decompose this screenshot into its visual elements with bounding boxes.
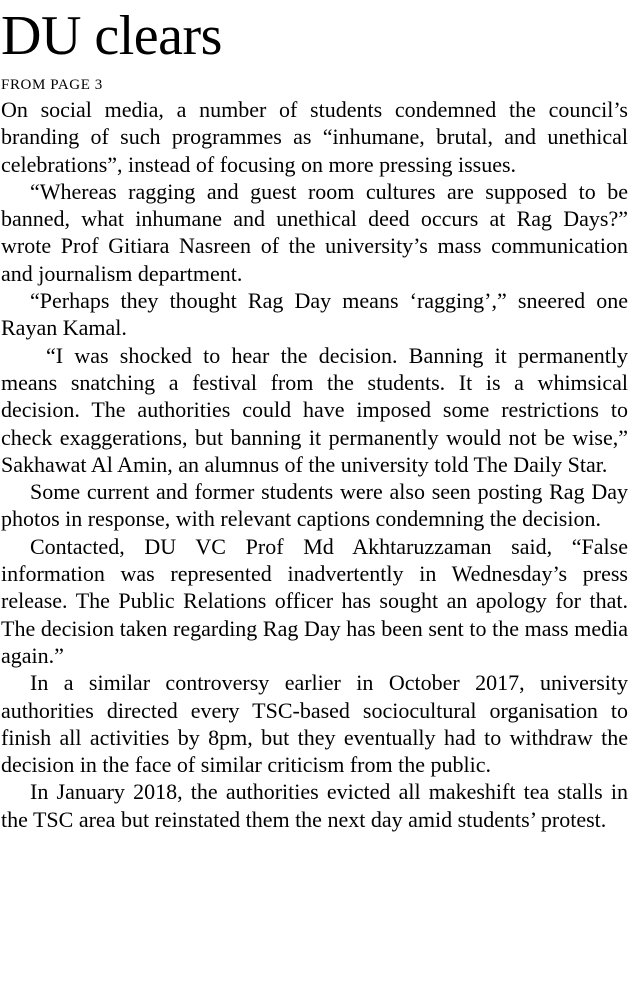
continued-from-label: FROM PAGE 3 xyxy=(1,77,103,93)
paragraph: Contacted, DU VC Prof Md Akhtaruzzaman said, “False information was represented inadvertently in Wednesday’s press release. The Public Relations officer has sought an apology for that. The decision taken regarding Rag Day has been sent to the mass media again.” xyxy=(1,533,628,668)
article-body xyxy=(1,96,628,833)
paragraph: “Whereas ragging and guest room cultures are supposed to be banned, what inhumane and unethical deed occurs at Rag Days?” wrote Prof Gitiara Nasreen of the university’s mass communication and journalism department. xyxy=(1,178,628,286)
headline: DU clears xyxy=(1,5,222,67)
paragraph: “Perhaps they thought Rag Day means ‘ragging’,” sneered one Rayan Kamal. xyxy=(1,288,628,341)
paragraph: “I was shocked to hear the decision. Banning it permanently means snatching a festival from the students. It is a whimsical decision. The authorities could have imposed some restrictions to check exaggerations, but banning it permanently would not be wise,” Sakhawat Al Amin, an alumnus of the university told The Daily Star. xyxy=(1,342,628,477)
article-page xyxy=(0,6,629,985)
paragraph: Some current and former students were also seen posting Rag Day photos in response, with relevant captions condemning the decision. xyxy=(1,479,628,532)
paragraph: On social media, a number of students condemned the council’s branding of such programmes as “inhumane, brutal, and unethical celebrations”, instead of focusing on more pressing issues. xyxy=(1,97,628,177)
paragraph: In a similar controversy earlier in October 2017, university authorities directed every TSC-based sociocultural organisation to finish all activities by 8pm, but they eventually had to withdraw the decision in the face of similar criticism from the public. xyxy=(1,670,628,778)
paragraph: In January 2018, the authorities evicted all makeshift tea stalls in the TSC area but reinstated them the next day amid students’ protest. xyxy=(1,779,628,832)
